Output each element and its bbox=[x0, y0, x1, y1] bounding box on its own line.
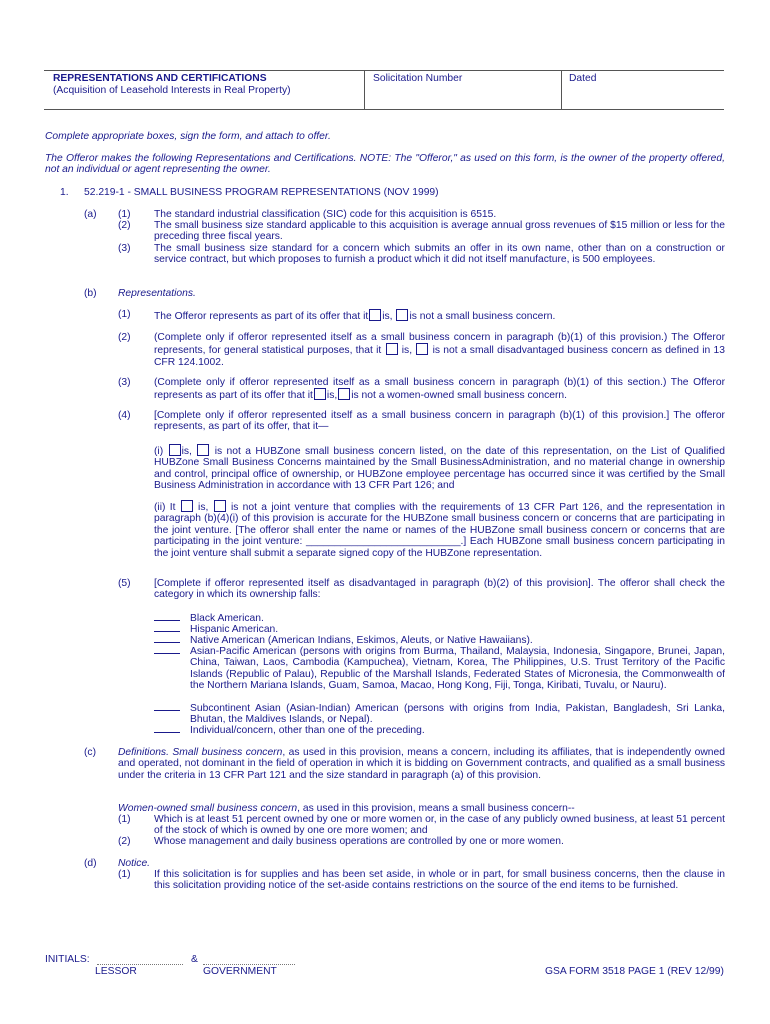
item-number: (1) bbox=[118, 309, 131, 320]
b1-is-label: is, bbox=[382, 311, 393, 322]
b1-is-checkbox[interactable] bbox=[369, 309, 381, 321]
ampersand: & bbox=[191, 954, 198, 965]
para-b2-text bbox=[154, 332, 725, 368]
dated-field[interactable]: Dated bbox=[569, 73, 597, 84]
category-native-american: Native American (American Indians, Eskimos, Aleuts, or Native Hawaiians). bbox=[190, 635, 533, 646]
category-individual-concern: Individual/concern, other than one of the preceding. bbox=[190, 725, 425, 736]
government-initials-field[interactable] bbox=[203, 964, 295, 965]
category-hispanic-american: Hispanic American. bbox=[190, 624, 279, 635]
b3-is-checkbox[interactable] bbox=[314, 388, 326, 400]
category-black-american: Black American. bbox=[190, 613, 264, 624]
item-number: (2) bbox=[118, 220, 131, 231]
para-b4-ii-text bbox=[154, 500, 725, 559]
para-a1-text: The standard industrial classification (SIC) code for this acquisition is 6515. bbox=[154, 209, 497, 220]
b2-is-checkbox[interactable] bbox=[386, 343, 398, 355]
item-number: (1) bbox=[118, 209, 131, 220]
category-blank[interactable] bbox=[154, 624, 180, 635]
para-d-label: (d) bbox=[84, 858, 97, 869]
para-c2-text: Whose management and daily business operations are controlled by one or more women. bbox=[154, 836, 564, 847]
section-number: 1. bbox=[60, 187, 69, 198]
b4ii-is-checkbox[interactable] bbox=[181, 500, 193, 512]
category-blank[interactable] bbox=[154, 725, 180, 736]
category-blank[interactable] bbox=[154, 646, 180, 657]
section-title: 52.219-1 - SMALL BUSINESS PROGRAM REPRESENTATIONS (NOV 1999) bbox=[84, 187, 439, 198]
para-a2-text: The small business size standard applicable to this acquisition is average annual gross revenues of $15 million or less for the preceding three fiscal years. bbox=[154, 220, 725, 243]
item-number: (2) bbox=[118, 836, 131, 847]
b2-pre-text: (Complete only if offeror represented itself as a small business concern in paragraph (b)(1) of this provision.) The Offeror represents, for general statistical purposes, that it bbox=[154, 332, 725, 357]
women-owned-term: Women-owned small business concern bbox=[118, 803, 298, 814]
item-number: (1) bbox=[118, 814, 131, 825]
para-b4-text: [Complete only if offeror represented itself as a small business concern in paragraph (b)(1) of this provision.] The offeror represents, as part of its offer, that it— bbox=[154, 410, 725, 433]
header-bottom-rule bbox=[44, 109, 724, 110]
para-b1-text bbox=[154, 309, 725, 322]
b2-post-text: is not a small disadvantaged business concern as defined in 13 CFR 124.1002. bbox=[154, 345, 725, 368]
b4ii-pre: (ii) It bbox=[154, 502, 176, 513]
para-c1-text: Which is at least 51 percent owned by one or more women or, in the case of any publicly owned business, at least 51 percent of the stock of which is owned by one ore more women; and bbox=[154, 814, 725, 837]
b3-post-text: is not a women-owned small business concern. bbox=[351, 390, 568, 402]
category-blank[interactable] bbox=[154, 703, 180, 714]
lessor-initials-field[interactable] bbox=[97, 964, 183, 965]
item-number: (4) bbox=[118, 410, 131, 421]
notice-heading: Notice. bbox=[118, 858, 151, 869]
para-c-label: (c) bbox=[84, 747, 97, 758]
header-top-rule bbox=[44, 70, 724, 71]
item-number: (3) bbox=[118, 377, 131, 388]
form-id: GSA FORM 3518 PAGE 1 (REV 12/99) bbox=[545, 966, 724, 977]
b3-is-not-checkbox[interactable] bbox=[338, 388, 350, 400]
form-title: REPRESENTATIONS AND CERTIFICATIONS bbox=[53, 73, 267, 84]
category-subcontinent-asian: Subcontinent Asian (Asian-Indian) American (persons with origins from India, Pakistan, Bangladesh, Sri Lanka, Bhutan, the Maldives Islands, or Nepal). bbox=[190, 703, 725, 726]
header-divider bbox=[561, 70, 562, 109]
para-c-women-owned bbox=[118, 803, 725, 814]
government-label: GOVERNMENT bbox=[203, 966, 277, 977]
para-d1-text: If this solicitation is for supplies and has been set aside, in whole or in part, for small business concerns, then the clause in this solicitation providing notice of the set-aside contains restrictions on the source of the end items to be furnished. bbox=[154, 869, 725, 892]
item-number: (3) bbox=[118, 243, 131, 254]
item-number: (1) bbox=[118, 869, 131, 880]
item-number: (5) bbox=[118, 578, 131, 589]
small-business-term: Definitions. Small business concern bbox=[118, 747, 283, 758]
para-b3-text bbox=[154, 377, 725, 402]
b4i-is-not-checkbox[interactable] bbox=[197, 444, 209, 456]
b1-is-not-checkbox[interactable] bbox=[396, 309, 408, 321]
b1-pre-text: The Offeror represents as part of its offer that it bbox=[154, 311, 369, 322]
para-a3-text: The small business size standard for a concern which submits an offer in its own name, other than on a construction or service contract, but which proposes to furnish a product which it did not itself manufacture, is 500 employees. bbox=[154, 243, 725, 266]
category-blank[interactable] bbox=[154, 613, 180, 624]
b4i-post-text: is not a HUBZone small business concern listed, on the date of this representation, on the List of Qualified HUBZone Small Business Concerns maintained by the Small BusinessAdministration, and no material change in ownership and control, principal office of ownership, or HUBZone employee percentage has occurred since it was certified by the Small Business Administration in accordance with 13 CFR Part 126; and bbox=[154, 446, 725, 492]
header-divider bbox=[364, 70, 365, 109]
solicitation-number-field[interactable]: Solicitation Number bbox=[373, 73, 463, 84]
initials-label: INITIALS: bbox=[45, 954, 90, 965]
lessor-label: LESSOR bbox=[95, 966, 137, 977]
form-subtitle: (Acquisition of Leasehold Interests in Real Property) bbox=[53, 85, 291, 96]
b4i-is-checkbox[interactable] bbox=[169, 444, 181, 456]
b4i-pre: (i) bbox=[154, 446, 164, 457]
b2-is-label: is, bbox=[401, 345, 413, 357]
para-b5-text: [Complete if offeror represented itself as disadvantaged in paragraph (b)(2) of this provision]. The offeror shall check the category in which its ownership falls: bbox=[154, 578, 725, 601]
para-b-label: (b) bbox=[84, 288, 97, 299]
para-a-label: (a) bbox=[84, 209, 97, 220]
offeror-note: The Offeror makes the following Representations and Certifications. NOTE: The "Offeror," as used on this form, is the owner of the property offered, not an individual or agent representing the owner. bbox=[45, 153, 725, 176]
b2-is-not-checkbox[interactable] bbox=[416, 343, 428, 355]
b4ii-post-text: is not a joint venture that complies with the requirements of 13 CFR Part 126, and the representation in paragraph (b)(4)(i) of this provision is accurate for the HUBZone small business concern or concerns that are participating in the joint venture. [The offeror shall enter the name or names of the HUBZone small business concern or concerns that are participating in the joint venture: ___________________________.] Each HUBZone small business concern participating in the joint venture shall submit a separate signed copy of the HUBZone representation. bbox=[154, 502, 725, 559]
instruction-text: Complete appropriate boxes, sign the form, and attach to offer. bbox=[45, 131, 331, 142]
b3-pre-text: (Complete only if offeror represented itself as a small business concern in paragraph (b)(1) of this section.) The Offeror represents as part of its offer that it bbox=[154, 377, 725, 402]
women-owned-definition: , as used in this provision, means a small business concern-- bbox=[297, 803, 575, 814]
b4i-is-label: is, bbox=[181, 446, 192, 457]
category-blank[interactable] bbox=[154, 635, 180, 646]
category-asian-pacific-american: Asian-Pacific American (persons with origins from Burma, Thailand, Malaysia, Indonesia, Singapore, Brunei, Japan, China, Taiwan, Laos, Cambodia (Kampuchea), Vietnam, Korea, The Philippines, U.S. Trust Territory of the Pacific Islands (Republic of Palau), Republic of the Marshall Islands, Federated States of Micronesia, the Commonwealth of the Northern Mariana Islands, Guam, Samoa, Macao, Hong Kong, Fiji, Tonga, Kiribati, Tuvalu, or Nauru). bbox=[190, 646, 725, 692]
representations-heading: Representations. bbox=[118, 288, 196, 299]
b3-is-label: is, bbox=[326, 390, 338, 402]
para-c-definitions bbox=[118, 747, 725, 781]
b4ii-is-not-checkbox[interactable] bbox=[214, 500, 226, 512]
para-b4-i-text bbox=[154, 444, 725, 492]
b4ii-is-label: is, bbox=[198, 502, 209, 513]
b1-post-text: is not a small business concern. bbox=[409, 311, 556, 322]
item-number: (2) bbox=[118, 332, 131, 343]
small-business-definition: , as used in this provision, means a concern, including its affiliates, that is independently owned and operated, not dominant in the field of operation in which it is bidding on Government contracts, and qualified as a small business under the criteria in 13 CFR Part 121 and the size standard in paragraph (a) of this provision. bbox=[118, 747, 725, 781]
